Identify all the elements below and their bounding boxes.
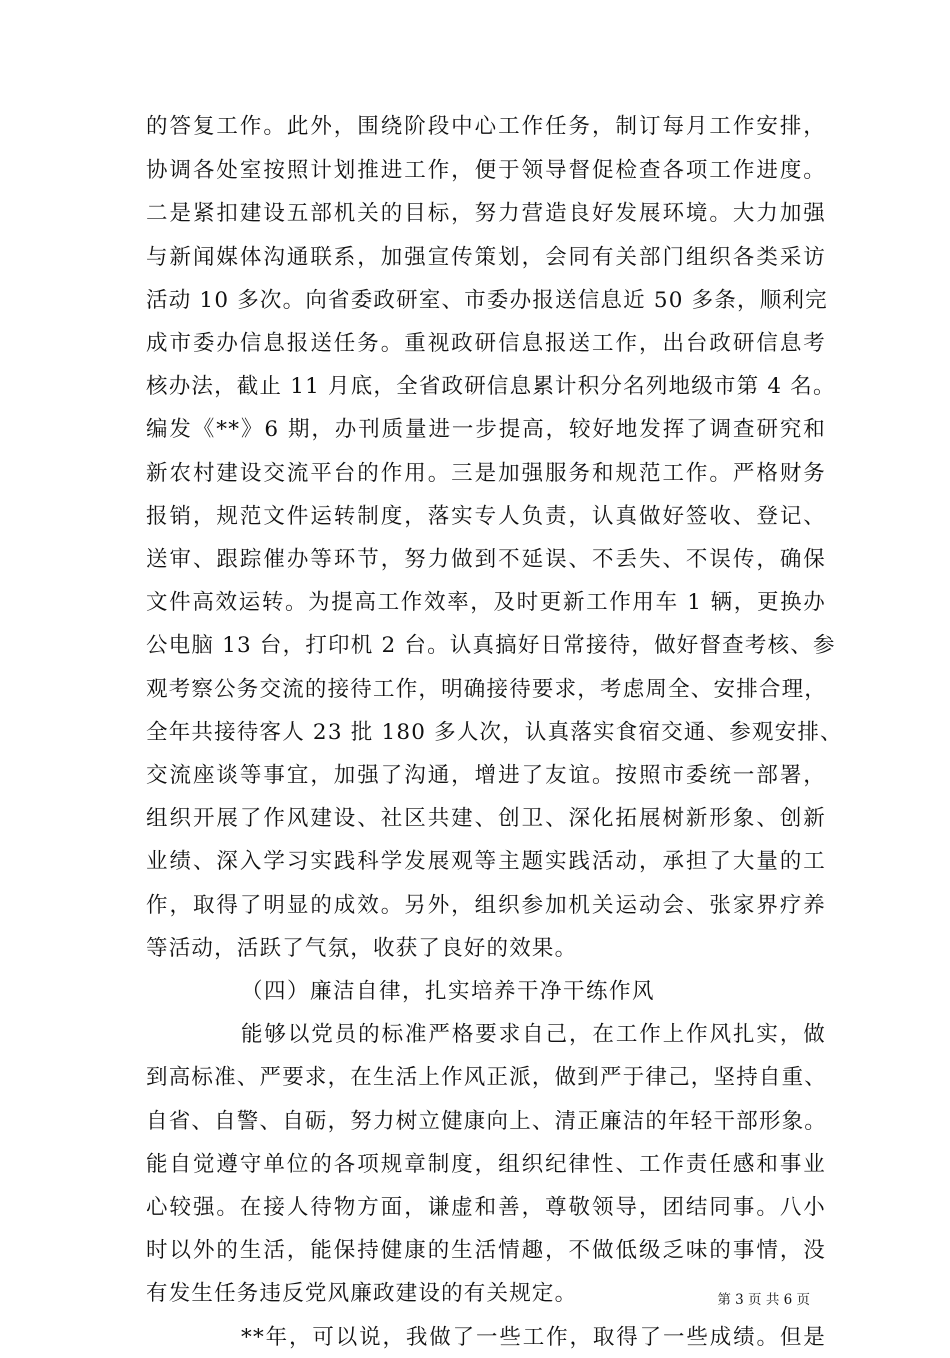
body-text-line: 送审、跟踪催办等环节，努力做到不延误、不丢失、不误传，确保 bbox=[146, 547, 826, 572]
body-text-line: 交流座谈等事宜，加强了沟通，增进了友谊。按照市委统一部署， bbox=[146, 763, 826, 788]
body-text-line: 成市委办信息报送任务。重视政研信息报送工作，出台政研信息考 bbox=[146, 331, 826, 356]
body-text-line: 等活动，活跃了气氛，收获了良好的效果。 bbox=[146, 935, 578, 961]
body-text-line: 的答复工作。此外，围绕阶段中心工作任务，制订每月工作安排， bbox=[146, 114, 826, 139]
body-text-line: 新农村建设交流平台的作用。三是加强服务和规范工作。严格财务 bbox=[146, 460, 826, 486]
body-text-line: 业绩、深入学习实践科学发展观等主题实践活动，承担了大量的工 bbox=[146, 849, 826, 875]
section-heading: （四）廉洁自律，扎实培养干净干练作风 bbox=[241, 979, 656, 1004]
body-text-line: 核办法，截止 11 月底，全省政研信息累计积分名列地级市第 4 名。 bbox=[146, 374, 836, 400]
body-text-line: 全年共接待客人 23 批 180 多人次，认真落实食宿交通、参观安排、 bbox=[146, 719, 843, 745]
body-text-line: 文件高效运转。为提高工作效率，及时更新工作用车 1 辆，更换办 bbox=[146, 590, 826, 616]
body-text-line: 有发生任务违反党风廉政建设的有关规定。 bbox=[146, 1281, 578, 1307]
body-text-line: 与新闻媒体沟通联系，加强宣传策划，会同有关部门组织各类采访 bbox=[146, 244, 826, 270]
body-text-line: 公电脑 13 台，打印机 2 台。认真搞好日常接待，做好督查考核、参 bbox=[146, 633, 836, 659]
body-text-line: 编发《**》6 期，办刊质量进一步提高，较好地发挥了调查研究和 bbox=[146, 417, 826, 443]
paragraph-first-line: **年，可以说，我做了一些工作，取得了一些成绩。但是 bbox=[241, 1324, 826, 1350]
body-text-line: 观考察公务交流的接待工作，明确接待要求，考虑周全、安排合理， bbox=[146, 676, 828, 702]
page-number-footer: 第 3 页 共 6 页 bbox=[717, 1292, 810, 1308]
body-text-line: 协调各处室按照计划推进工作，便于领导督促检查各项工作进度。 bbox=[146, 158, 826, 184]
body-text-line: 自省、自警、自砺，努力树立健康向上、清正廉洁的年轻干部形象。 bbox=[146, 1108, 828, 1134]
body-text-line: 到高标准、严要求，在生活上作风正派，做到严于律己，坚持自重、 bbox=[146, 1065, 828, 1091]
paragraph-first-line: 能够以党员的标准严格要求自己，在工作上作风扎实，做 bbox=[241, 1022, 826, 1048]
body-text-line: 心较强。在接人待物方面，谦虚和善，尊敬领导，团结同事。八小 bbox=[146, 1195, 826, 1220]
body-text-line: 活动 10 多次。向省委政研室、市委办报送信息近 50 多条，顺利完 bbox=[146, 287, 828, 313]
body-text-line: 报销，规范文件运转制度，落实专人负责，认真做好签收、登记、 bbox=[146, 503, 826, 529]
body-text-line: 作，取得了明显的成效。另外，组织参加机关运动会、张家界疗养 bbox=[146, 892, 826, 918]
body-text-line: 组织开展了作风建设、社区共建、创卫、深化拓展树新形象、创新 bbox=[146, 806, 826, 832]
body-text-line: 二是紧扣建设五部机关的目标，努力营造良好发展环境。大力加强 bbox=[146, 201, 826, 227]
body-text-line: 能自觉遵守单位的各项规章制度，组织纪律性、工作责任感和事业 bbox=[146, 1151, 826, 1177]
body-text-line: 时以外的生活，能保持健康的生活情趣，不做低级乏味的事情，没 bbox=[146, 1238, 826, 1264]
